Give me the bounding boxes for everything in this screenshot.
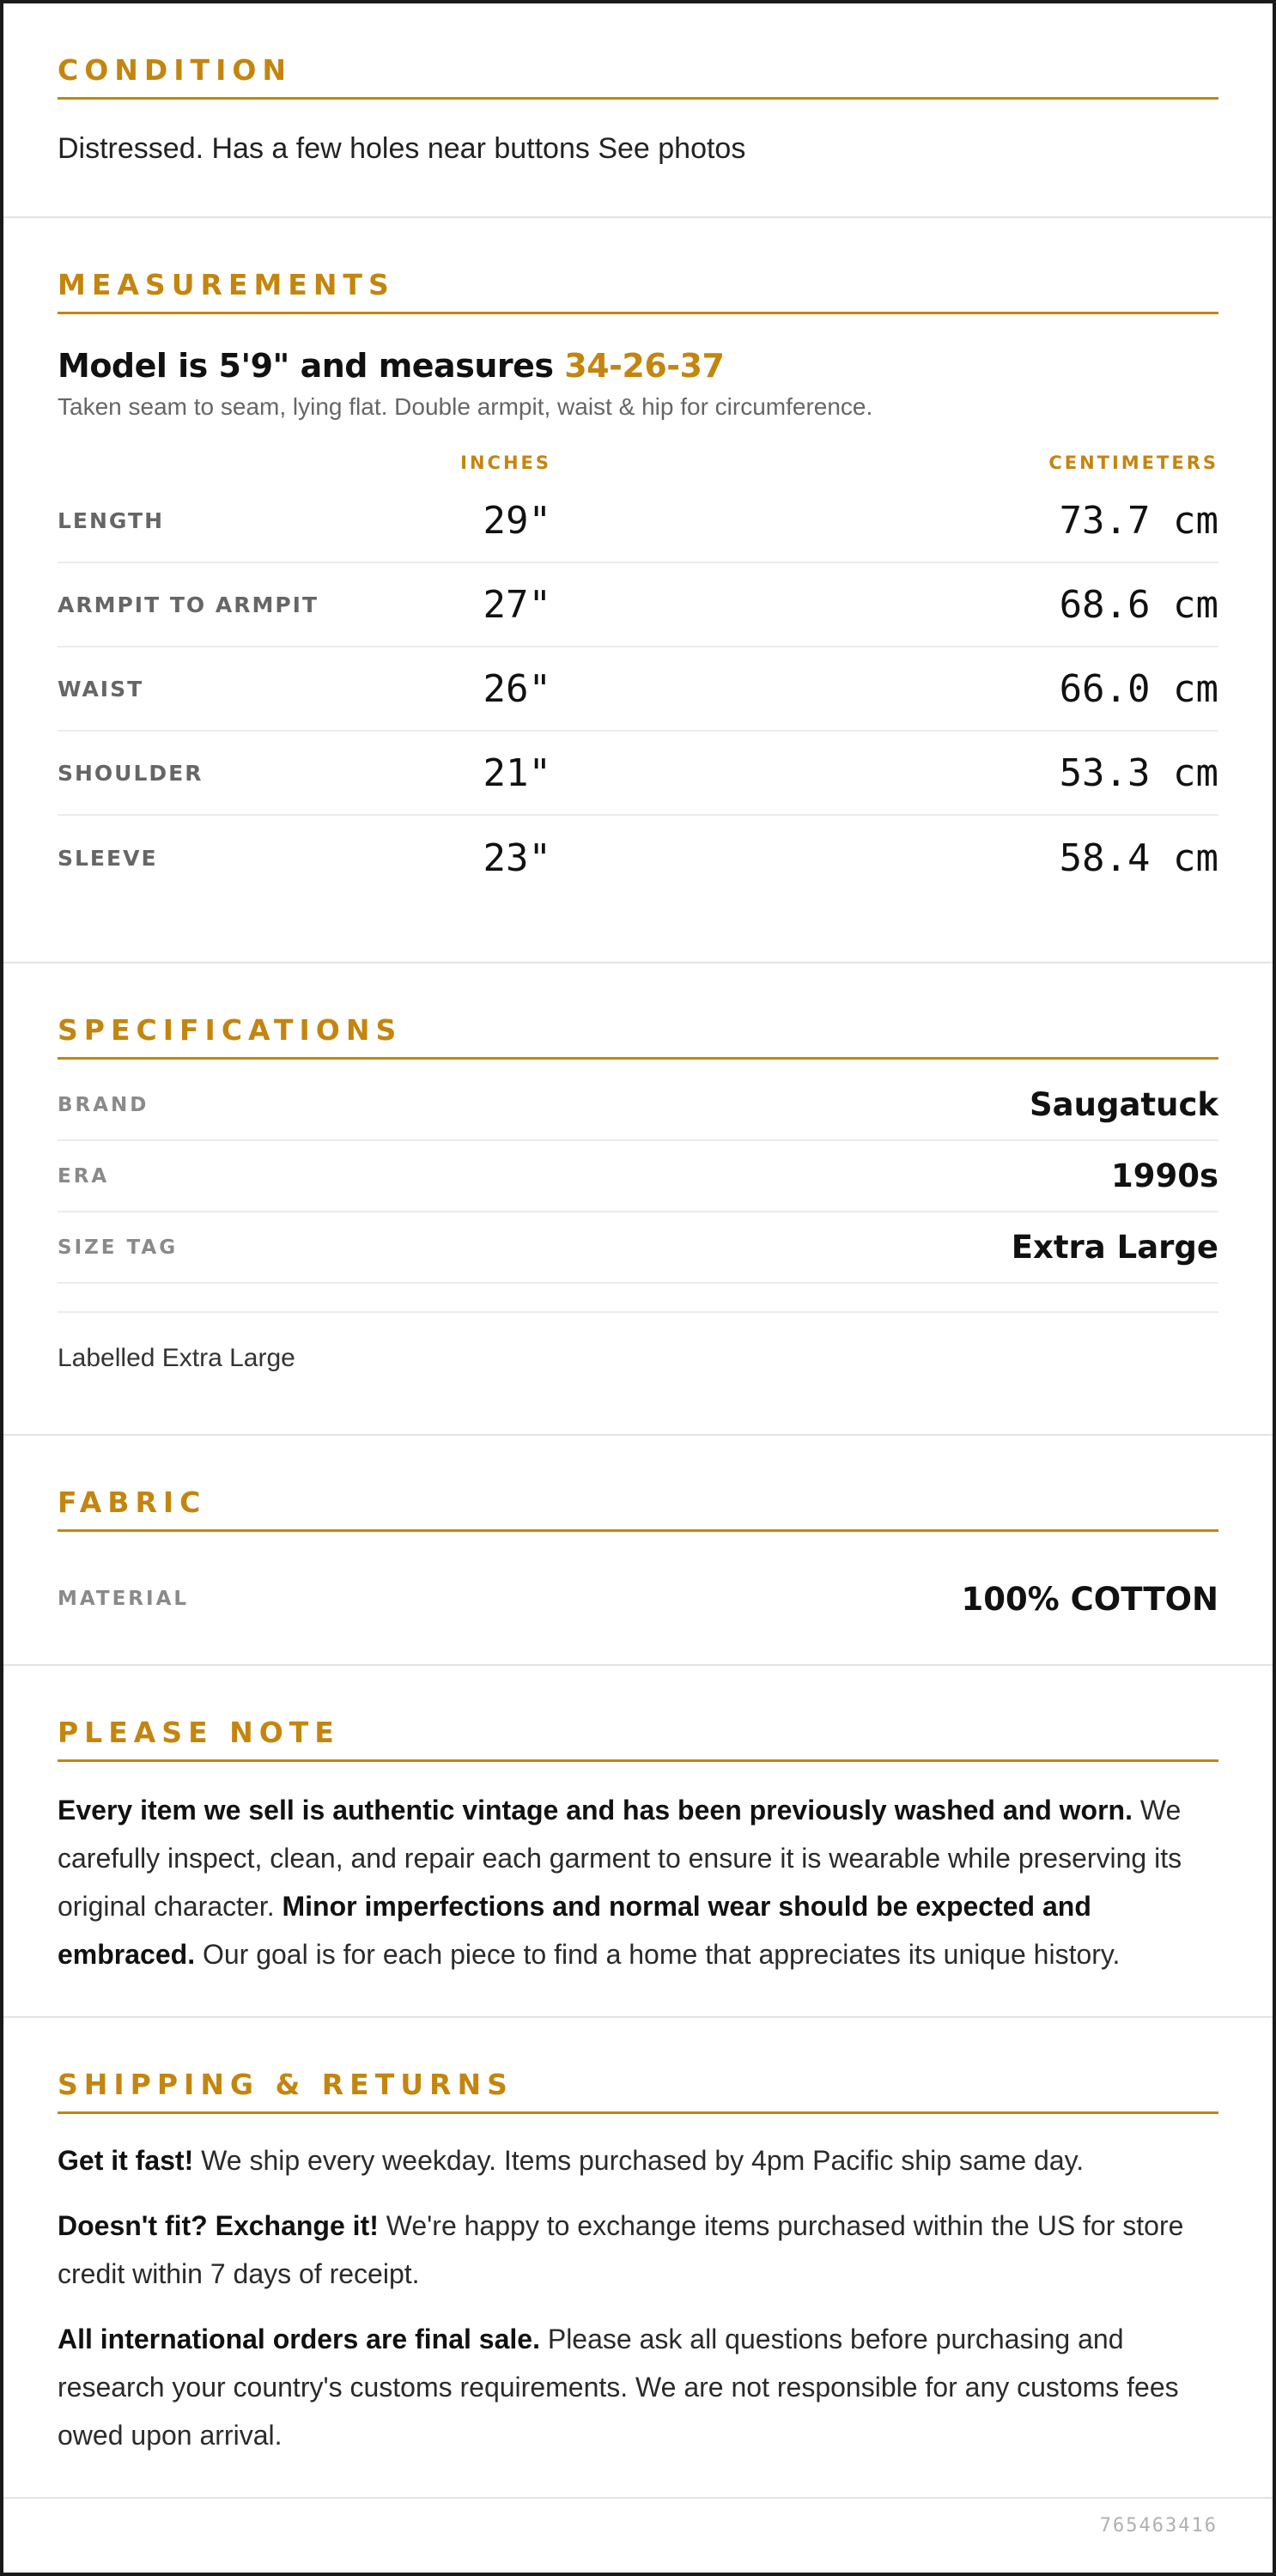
material-label: MATERIAL [58,1588,190,1610]
measurement-label: ARMPIT TO ARMPIT [58,592,319,617]
measurement-inches: 26" [483,666,551,711]
shipping-bold-1: Get it fast! [58,2145,194,2176]
spec-divider [58,1284,1218,1313]
measurement-row [58,732,1218,816]
note-text-2: Our goal is for each piece to find a home that appreciates its unique history. [195,1939,1121,1970]
shipping-paragraph-international [58,2315,1218,2459]
measurement-inches: 23" [483,835,551,880]
specifications-section [3,963,1273,1436]
shipping-paragraph-exchange [58,2202,1218,2298]
please-note-title: PLEASE NOTE [58,1716,1218,1762]
inches-column-header: INCHES [460,453,551,473]
measurements-title: MEASUREMENTS [58,268,1218,314]
product-id: 765463416 [1099,2515,1218,2537]
material-value: 100% COTTON [961,1580,1218,1618]
fabric-row [58,1566,1218,1631]
spec-label: ERA [58,1164,110,1188]
measurement-label: SHOULDER [58,760,204,786]
measurement-row [58,647,1218,732]
measurement-label: WAIST [58,676,144,702]
model-line [58,347,1218,385]
fabric-title: FABRIC [58,1485,1218,1532]
measurement-cm: 68.6 cm [1059,582,1218,627]
spec-row [58,1070,1218,1141]
condition-title: CONDITION [58,53,1218,100]
centimeters-column-header: CENTIMETERS [1048,453,1218,473]
measurement-inches: 29" [483,498,551,543]
note-bold-2: Minor imperfections and normal wear should be expected and embraced. [58,1891,1091,1970]
spec-row [58,1212,1218,1284]
spec-value: 1990s [1110,1157,1218,1194]
model-prefix: Model is 5'9" and measures [58,347,565,385]
measurement-label: SLEEVE [58,845,158,871]
measurement-inches: 21" [483,750,551,795]
measurement-row [58,816,1218,900]
spec-row [58,1141,1218,1212]
size-tag-note: Labelled Extra Large [58,1344,295,1372]
shipping-returns-section [3,2018,1273,2499]
specifications-title: SPECIFICATIONS [58,1013,1218,1060]
spec-label: SIZE TAG [58,1236,179,1259]
shipping-bold-3: All international orders are final sale. [58,2324,540,2354]
measurements-table [58,479,1218,900]
specifications-list [58,1070,1218,1313]
measurements-header [58,450,1218,476]
measurements-section [3,218,1273,963]
measurement-row [58,563,1218,647]
shipping-title: SHIPPING & RETURNS [58,2068,1218,2114]
measurement-cm: 73.7 cm [1059,498,1218,543]
measurement-cm: 66.0 cm [1059,666,1218,711]
measurement-label: LENGTH [58,507,164,533]
spec-value: Saugatuck [1030,1086,1218,1123]
measurement-inches: 27" [483,582,551,627]
shipping-text-1: We ship every weekday. Items purchased by 4pm Pacific ship same day. [193,2145,1085,2176]
note-text-1: We carefully inspect, clean, and repair each garment to ensure it is wearable while preserving its original character. [58,1795,1182,1922]
shipping-bold-2: Doesn't fit? Exchange it! [58,2210,379,2241]
condition-section [3,3,1273,218]
fabric-section [3,1436,1273,1666]
shipping-text-2: We're happy to exchange items purchased within the US for store credit within 7 days of receipt. [58,2210,1184,2289]
measurement-cm: 58.4 cm [1059,835,1218,880]
shipping-text-3: Please ask all questions before purchasing and research your country's customs requirements. We are not responsible for any customs fees owed upon arrival. [58,2324,1179,2451]
please-note-section [3,1666,1273,2018]
model-measures: 34-26-37 [564,347,725,385]
measurements-subtitle: Taken seam to seam, lying flat. Double armpit, waist & hip for circumference. [58,393,873,420]
note-bold-1: Every item we sell is authentic vintage and has been previously washed and worn. [58,1795,1133,1826]
please-note-text [58,1786,1218,1978]
measurement-row [58,479,1218,563]
measurement-cm: 53.3 cm [1059,750,1218,795]
spec-value: Extra Large [1011,1229,1218,1266]
condition-text: Distressed. Has a few holes near buttons See photos [58,132,746,165]
spec-label: BRAND [58,1093,149,1116]
shipping-paragraph-speed [58,2136,1218,2184]
